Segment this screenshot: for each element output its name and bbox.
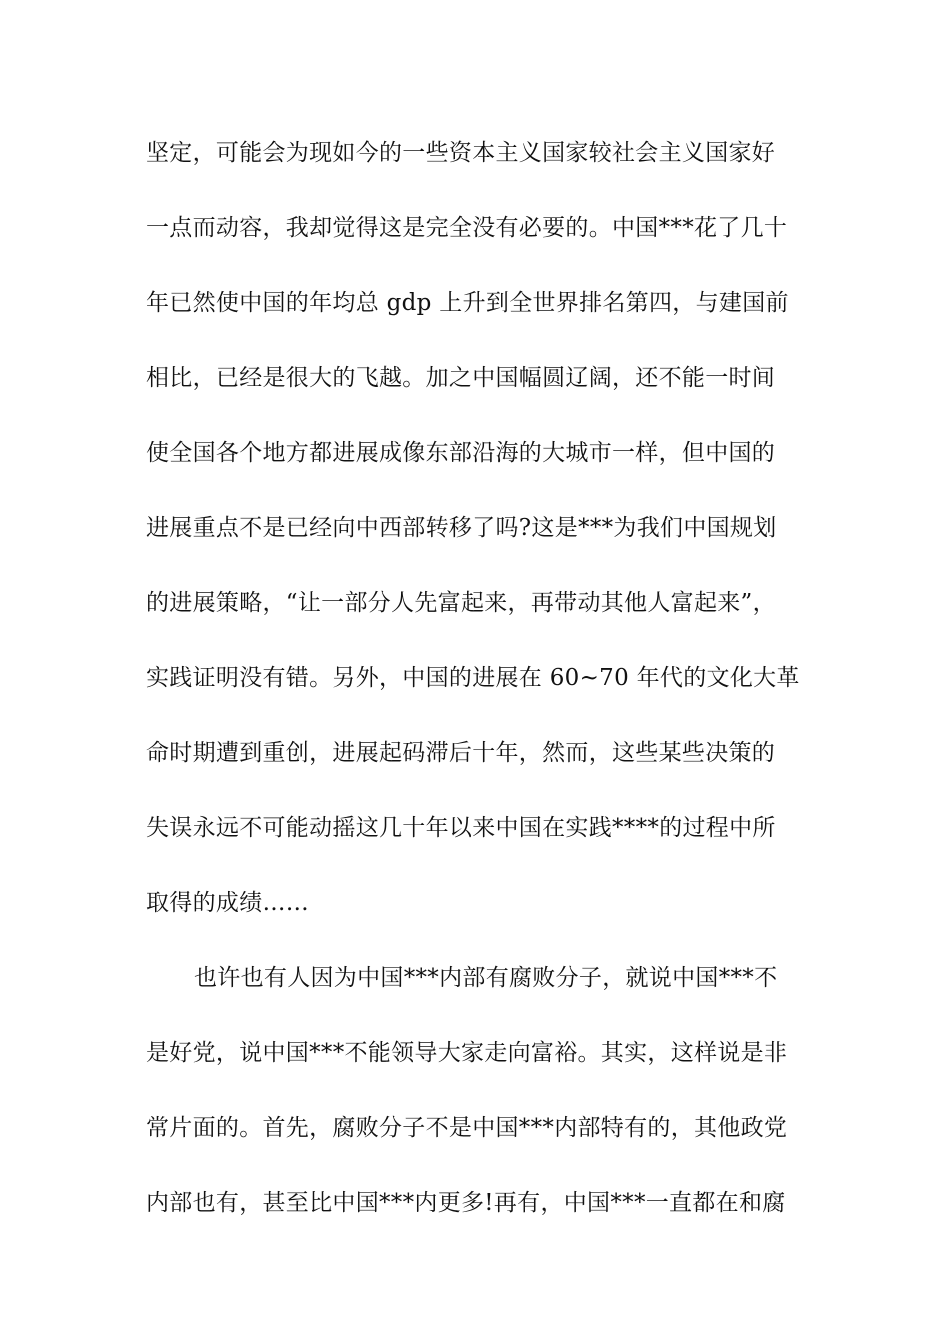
text-line: 实践证明没有错。另外，中国的进展在 60~70 年代的文化大革 xyxy=(146,665,800,691)
paragraph-first-line: 也许也有人因为中国***内部有腐败分子，就说中国***不 xyxy=(194,965,778,991)
text-line: 是好党，说中国***不能领导大家走向富裕。其实，这样说是非 xyxy=(146,1040,788,1066)
text-line: 的进展策略，“让一部分人先富起来，再带动其他人富起来”， xyxy=(146,590,776,616)
text-line: 使全国各个地方都进展成像东部沿海的大城市一样，但中国的 xyxy=(146,440,776,466)
body-text xyxy=(146,130,818,1255)
text-line: 坚定，可能会为现如今的一些资本主义国家较社会主义国家好 xyxy=(146,140,776,166)
text-line: 常片面的。首先，腐败分子不是中国***内部特有的，其他政党 xyxy=(146,1115,788,1141)
text-line: 内部也有，甚至比中国***内更多!再有，中国***一直都在和腐 xyxy=(146,1190,786,1216)
text-line: 进展重点不是已经向中西部转移了吗?这是***为我们中国规划 xyxy=(146,515,777,541)
text-line: 年已然使中国的年均总 gdp 上升到全世界排名第四，与建国前 xyxy=(146,290,789,316)
text-line: 命时期遭到重创，进展起码滞后十年，然而，这些某些决策的 xyxy=(146,740,776,766)
text-line: 相比，已经是很大的飞越。加之中国幅圆辽阔，还不能一时间 xyxy=(146,365,776,391)
text-line: 取得的成绩…… xyxy=(146,890,310,916)
text-line: 失误永远不可能动摇这几十年以来中国在实践****的过程中所 xyxy=(146,815,776,841)
text-line: 一点而动容，我却觉得这是完全没有必要的。中国***花了几十 xyxy=(146,215,788,241)
